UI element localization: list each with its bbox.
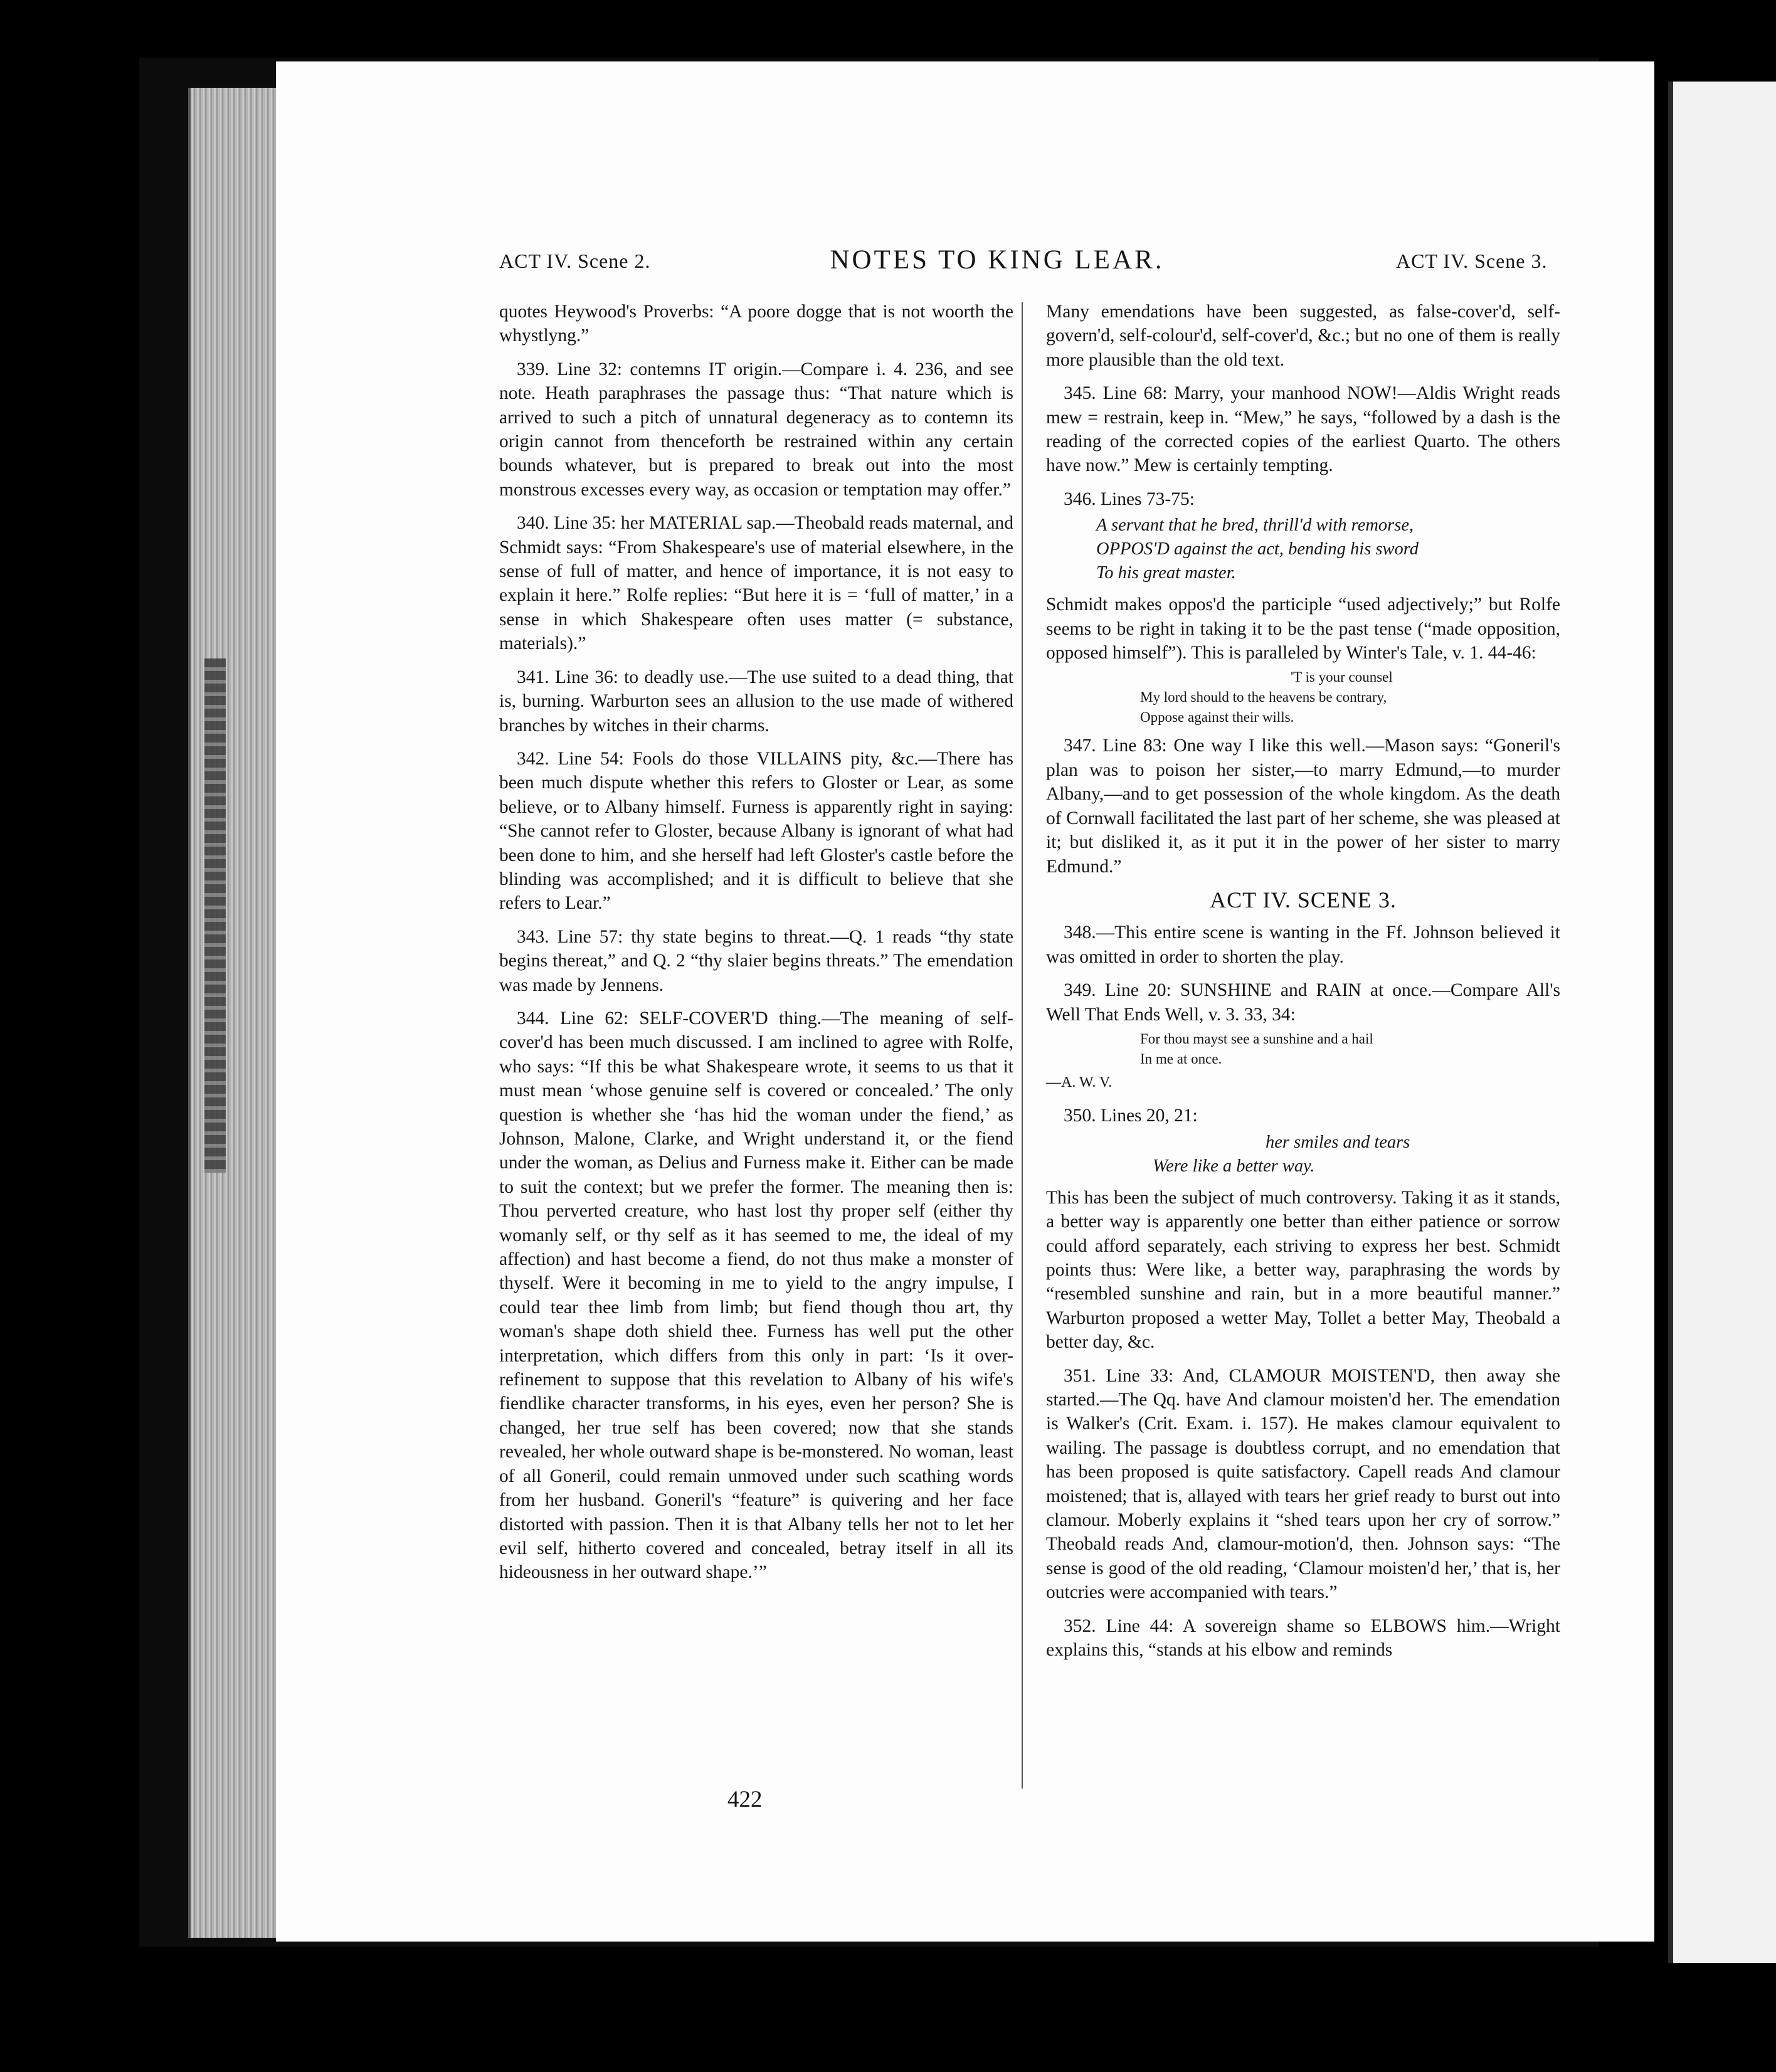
right-column: [1046, 300, 1560, 1671]
note-346-heading: 346. Lines 73-75:: [1064, 489, 1195, 509]
column-divider: [1022, 302, 1023, 1789]
quote-line: My lord should to the heavens be contrary,: [1140, 689, 1387, 706]
note-344-continued: Many emendations have been suggested, as false-cover'd, self-govern'd, self-colour'd, self-cover'd, &c.; but no one of them is really more plausible than the old text.: [1046, 302, 1560, 370]
quote-line: 'T is your counsel: [1291, 669, 1393, 685]
note-349-signature: —A. W. V.: [1046, 1074, 1113, 1091]
note-339: 339. Line 32: contemns IT origin.—Compare i. 4. 236, and see note. Heath paraphrases the passage thus: “That nature which is arrived to such a pitch of unnatural degeneracy as to contemn its origin cannot from thenceforth be restrained within any certain bounds whatever, but is prepared to break out into the most monstrous excesses every way, as occasion or temptation may offer.”: [499, 359, 1013, 500]
note-343: 343. Line 57: thy state begins to threat.—Q. 1 reads “thy state begins thereat,” and Q. 2 “thy slaier begins threats.” The emendation was made by Jennens.: [499, 926, 1013, 995]
verse-line: Were like a better way.: [1153, 1156, 1315, 1176]
note-349: 349. Line 20: SUNSHINE and RAIN at once.—Compare All's Well That Ends Well, v. 3. 33, 34:: [1046, 980, 1560, 1025]
running-header-right: ACT IV. Scene 3.: [1396, 250, 1548, 272]
winters-tale-quote: [1140, 667, 1560, 727]
verse-quote: [1153, 1131, 1560, 1178]
note-350-heading: 350. Lines 20, 21:: [1064, 1106, 1198, 1126]
facing-page-edge: [1668, 82, 1776, 1963]
note-continuation: quotes Heywood's Proverbs: “A poore dogge that is not woorth the whystlyng.”: [499, 302, 1013, 346]
note-351: 351. Line 33: And, CLAMOUR MOISTEN'D, then away she started.—The Qq. have And clamour moisten'd her. The emendation is Walker's (Crit. Exam. i. 157). He makes clamour equivalent to wailing. The passage is doubtless corrupt, and no emendation that has been proposed is quite satisfactory. Capell reads And clamour moistened; that is, allayed with tears her grief ready to burst out into clamour. Moberly explains it “shed tears upon her cry of sorrow.” Theobald reads And, clamour-motion'd, then. Johnson says: “The sense is good of the old reading, ‘Clamour moisten'd her,’ that is, her outcries were accompanied with tears.”: [1046, 1365, 1560, 1603]
page-edges: [188, 88, 278, 1938]
quote-line: In me at once.: [1140, 1050, 1222, 1067]
verse-line: To his great master.: [1096, 563, 1236, 583]
note-344: 344. Line 62: SELF-COVER'D thing.—The meaning of self-cover'd has been much discussed. I am inclined to agree with Rolfe, who says: “If this be what Shakespeare wrote, it seems to us that it must mean ‘whose genuine self is covered or concealed.’ The only question is whether she ‘has hid the woman under the fiend,’ as Johnson, Malone, Clarke, and Wright understand it, or the fiend under the woman, as Delius and Furness make it. Either can be made to suit the context; but we prefer the former. The meaning then is: Thou perverted creature, who hast lost thy proper self (either thy womanly self, or thy self as it has seemed to me, the ideal of my affection) and hast become a fiend, do not thus make a monster of thyself. Were it becoming in me to yield to the angry impulse, I could tear thee limb from limb; but fiend though thou art, thy woman's shape doth shield thee. Furness has well put the other interpretation, which differs from this only in part: ‘Is it over-refinement to suppose that this revelation to Albany of his wife's fiendlike character transforms, in his eyes, even her person? She is changed, her true self has been covered; now that she stands revealed, her whole outward shape is be-monstered. No woman, least of all Goneril, could remain unmoved under such scathing words from her husband. Goneril's “feature” is quivering and her face distorted with passion. Then it is that Albany tells her not to let her evil self, hitherto covered and concealed, betray itself in all its hideousness in her outward shape.’”: [499, 1008, 1013, 1583]
note-340: 340. Line 35: her MATERIAL sap.—Theobald reads maternal, and Schmidt says: “From Shakespeare's use of material elsewhere, in the sense of full of matter, and hence of importance, it is not easy to explain it here.” Rolfe replies: “But here it is = ‘full of matter,’ in a sense in which Shakespeare often uses matter (= substance, materials).”: [499, 513, 1013, 654]
note-350-body: This has been the subject of much controversy. Taking it as it stands, a better way is apparently one better than either patience or sorrow could afford separately, each striving to express her best. Schmidt points thus: Were like, a better way, paraphrasing the words by “resembled sunshine and rain, but in a more beautiful manner.” Warburton proposed a wetter May, Tollet a better May, Theobald a better day, &c.: [1046, 1187, 1560, 1353]
note-348: 348.—This entire scene is wanting in the Ff. Johnson believed it was omitted in order to shorten the play.: [1046, 922, 1560, 967]
note-341: 341. Line 36: to deadly use.—The use suited to a dead thing, that is, burning. Warburton sees an allusion to the use made of withered branches by witches in their charms.: [499, 667, 1013, 736]
alls-well-quote: [1140, 1029, 1560, 1069]
note-346-body: Schmidt makes oppos'd the participle “used adjectively;” but Rolfe seems to be right in taking it to be the past tense (“made opposition, opposed himself”). This is paralleled by Winter's Tale, v. 1. 44-46:: [1046, 595, 1560, 663]
quote-line: Oppose against their wills.: [1140, 709, 1294, 726]
left-column: [499, 300, 1013, 1594]
note-347: 347. Line 83: One way I like this well.—Mason says: “Goneril's plan was to poison her sister,—to marry Edmund,—to murder Albany,—and to get possession of the whole kingdom. As the death of Cornwall facilitated the last part of her scheme, she was pleased at it; but disliked it, as it put it in the power of her sister to marry Edmund.”: [1046, 736, 1560, 877]
verse-line: A servant that he bred, thrill'd with remorse,: [1096, 515, 1414, 536]
note-342: 342. Line 54: Fools do those VILLAINS pity, &c.—There has been much dispute whether this refers to Gloster or Lear, as some believe, or to Albany himself. Furness is apparently right in saying: “She cannot refer to Gloster, because Albany is ignorant of what had been done to him, and she herself had left Gloster's castle before the blinding was accomplished; and it is difficult to believe that she refers to Lear.”: [499, 748, 1013, 914]
verse-line: her smiles and tears: [1266, 1132, 1410, 1152]
note-352: 352. Line 44: A sovereign shame so ELBOWS him.—Wright explains this, “stands at his elbow and reminds: [1046, 1615, 1560, 1661]
running-header-left: ACT IV. Scene 2.: [499, 250, 651, 272]
note-345: 345. Line 68: Marry, your manhood NOW!—Aldis Wright reads mew = restrain, keep in. “Mew,” he says, “followed by a dash is the reading of the corrected copies of the earliest Quarto. The others have now.” Mew is certainly tempting.: [1046, 383, 1560, 476]
page-title: NOTES TO KING LEAR.: [830, 245, 1165, 275]
verse-quote: [1096, 514, 1560, 585]
spine-imprint: [204, 658, 226, 1173]
scene-heading: ACT IV. SCENE 3.: [1210, 887, 1397, 912]
quote-line: For thou mayst see a sunshine and a hail: [1140, 1030, 1373, 1047]
page-number: 422: [727, 1787, 763, 1812]
verse-line: OPPOS'D against the act, bending his sword: [1096, 539, 1419, 559]
